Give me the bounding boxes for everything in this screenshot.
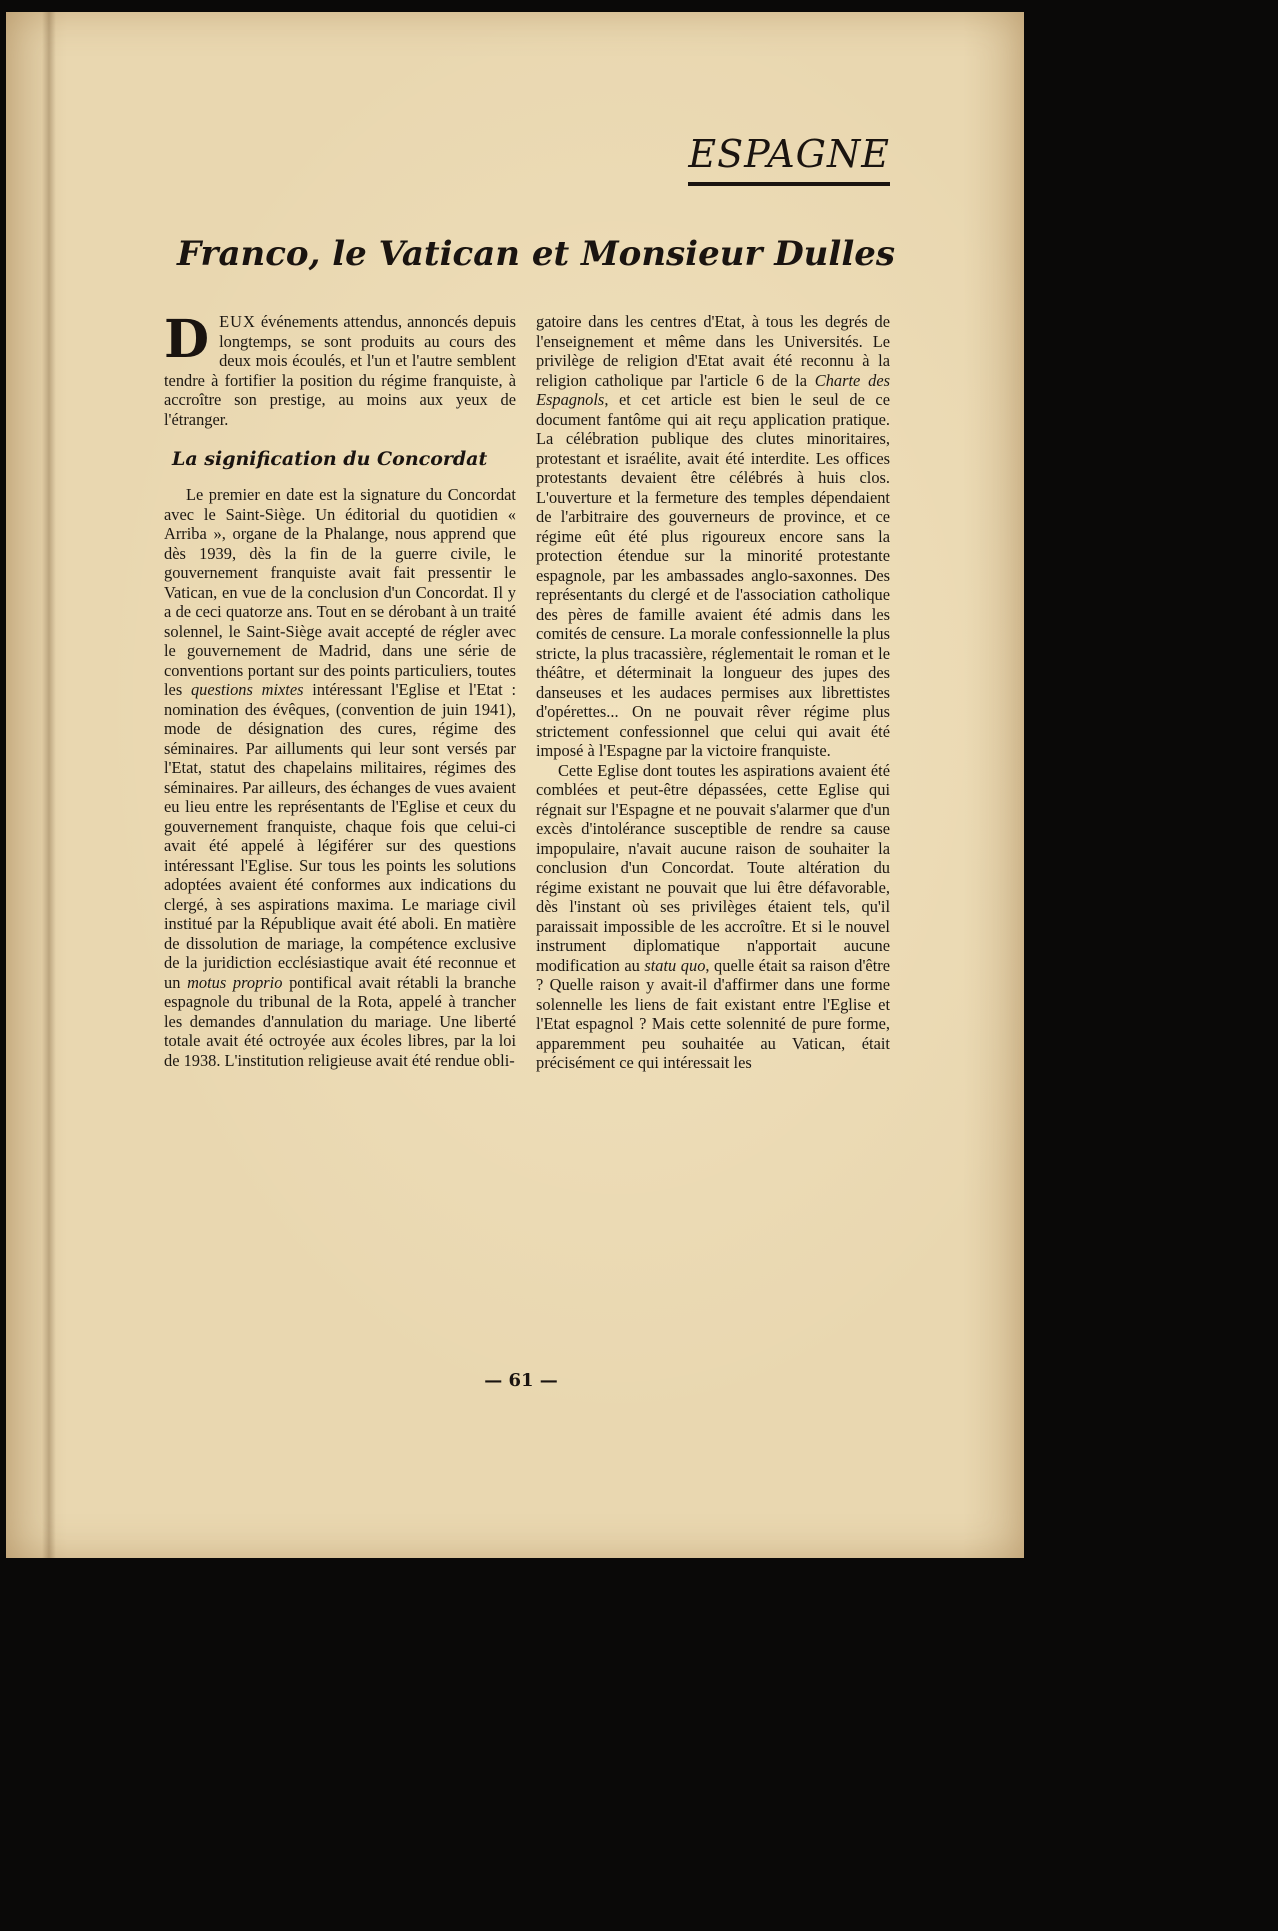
left-body-paragraph bbox=[164, 485, 516, 1070]
intro-text: événements attendus, annoncés depuis longtemps, se sont produits au cours des deux mois écoulés, et l'un et l'autre semblent tendre à fortifier la position du régime franquiste, à accroître son prestige, au moins aux yeux de l'étranger. bbox=[164, 312, 516, 429]
text-run: intéressant l'Eglise et l'Etat : nomination des évêques, (convention de juin 1941), mode de désignation des cures, régime des séminaires. Par ailluments qui leur sont versés par l'Etat, statut des chapelains militaires, régimes des séminaires. Par ailleurs, des échanges de vues avaient eu lieu entre les représentants de l'Eglise et ceux du gouvernement franquiste, chaque fois que celui-ci avait été appelé à légiférer sur des questions intéressant l'Eglise. Sur tous les points les solutions adoptées avaient été conformes aux indications du clergé, à ses aspirations maxima. Le mariage civil institué par la République avait été aboli. En matière de dissolution de mariage, la compétence exclusive de la juridiction ecclésiastique avait été reconnue et un bbox=[164, 680, 516, 992]
drop-cap: D bbox=[164, 309, 210, 370]
article-title: Franco, le Vatican et Monsieur Dulles bbox=[176, 234, 896, 274]
italic-run: motus proprio bbox=[187, 972, 283, 992]
italic-run: Charte des Espagnols bbox=[536, 370, 890, 409]
text-run: gatoire dans les centres d'Etat, à tous les degrés de l'enseignement et même dans les Universités. Le privilège de religion d'Etat avait été reconnu à la religion catholique par l'article 6 de la bbox=[536, 312, 890, 390]
page-gutter-shadow bbox=[42, 12, 56, 1558]
right-column bbox=[536, 312, 890, 1073]
page-number: — 61 — bbox=[484, 1370, 558, 1391]
right-body-paragraph-1 bbox=[536, 312, 890, 761]
text-run: Le premier en date est la signature du Concordat avec le Saint-Siège. Un éditorial du quotidien « Arriba », organe de la Phalange, nous apprend que dès 1939, dès la fin de la guerre civile, le gouvernement franquiste avait fait pressentir le Vatican, en vue de la conclusion d'un Concordat. Il y a de ceci quatorze ans. Tout en se dérobant à un traité solennel, le Saint-Siège avait accepté de régler avec le gouvernement de Madrid, dans une série de conventions portant sur des points particuliers, toutes les bbox=[164, 485, 516, 699]
italic-run: questions mixtes bbox=[190, 680, 304, 699]
left-column bbox=[164, 309, 516, 1070]
document-page bbox=[6, 12, 1024, 1558]
intro-paragraph bbox=[164, 309, 516, 429]
subheading: La signification du Concordat bbox=[172, 448, 488, 470]
section-title: ESPAGNE bbox=[688, 132, 890, 176]
section-rule bbox=[688, 182, 890, 186]
text-run: , et cet article est bien le seul de ce document fantôme qui ait reçu application pratique. La célébration publique des clutes minoritaires, protestant et israélite, avait été interdite. Les offices protestants devaient être célébrés à huis clos. L'ouverture et la fermeture des temples dépendaient de l'arbitraire des gouverneurs de province, et ce régime eût été plus rigoureux encore sans la protection étendue sur la minorité protestante espagnole, par les ambassades anglo-saxonnes. Des représentants du clergé et de l'association catholique des pères de famille avaient été admis dans les comités de censure. La morale confessionnelle la plus stricte, la plus tracassière, réglementait le roman et le théâtre, et déterminait la longueur des jupes des danseuses et les audaces permises aux librettistes d'opérettes... On ne pouvait rêver régime plus strictement confessionnel que celui qui avait été imposé à l'Espagne par la victoire franquiste. bbox=[536, 390, 890, 760]
text-run: , quelle était sa raison d'être ? Quelle raison y avait-il d'affirmer dans une forme solennelle les liens de fait existant entre l'Eglise et l'Etat espagnol ? Mais cette solennité de pure forme, apparemment peu souhaitée au Vatican, était précisément ce qui intéressait les bbox=[536, 955, 890, 1072]
right-body-paragraph-2 bbox=[536, 761, 890, 1073]
intro-smallcaps: EUX bbox=[219, 312, 256, 331]
text-run: pontifical avait rétabli la branche espagnole du tribunal de la Rota, appelé à trancher les demandes d'annulation du mariage. Une liberté totale avait été octroyée aux écoles libres, par la loi de 1938. L'institution religieuse avait été rendue obli- bbox=[164, 972, 516, 1070]
italic-run: statu quo bbox=[644, 955, 706, 975]
text-run: Cette Eglise dont toutes les aspirations avaient été comblées et peut-être dépassées, cette Eglise qui régnait sur l'Espagne et ne pouvait s'alarmer que d'un excès d'intolérance susceptible de rendre sa cause impopulaire, n'avait aucune raison de souhaiter la conclusion d'un Concordat. Toute altération du régime existant ne pouvait que lui être défavorable, dès l'instant où ses privilèges étaient tels, qu'il paraissait impossible de les accroître. Et si le nouvel instrument diplomatique n'apportait aucune modification au bbox=[536, 760, 890, 975]
